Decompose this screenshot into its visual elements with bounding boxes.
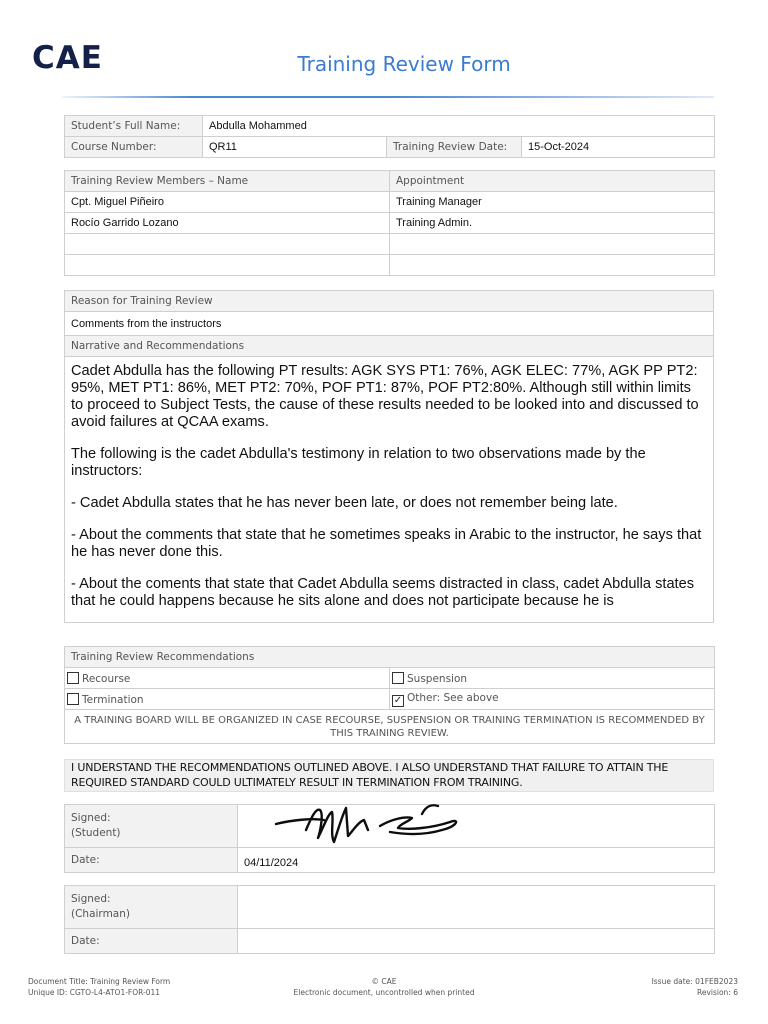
recourse-checkbox[interactable]: [67, 672, 79, 684]
member-appointment: Training Manager: [390, 192, 715, 213]
other-label: Other: See above: [407, 691, 499, 704]
narrative-paragraph: The following is the cadet Abdulla's testimony in relation to two observations made by the instructors:: [71, 446, 646, 479]
review-members-table: [64, 170, 715, 276]
signed-text: Signed:: [71, 812, 111, 824]
student-date-label: Date:: [65, 848, 238, 873]
review-date-label: Training Review Date:: [387, 137, 522, 158]
footer-electronic-note: Electronic document, uncontrolled when printed: [293, 988, 475, 997]
footer-issue-date: Issue date: 01FEB2023: [651, 977, 738, 986]
review-narrative-table: [64, 290, 714, 623]
termination-checkbox[interactable]: [67, 693, 79, 705]
course-number-label: Course Number:: [65, 137, 203, 158]
recommendations-header: Training Review Recommendations: [65, 647, 715, 668]
reason-value: Comments from the instructors: [65, 312, 714, 336]
narrative-paragraph: - Cadet Abdulla states that he has never been late, or does not remember being late.: [71, 495, 618, 511]
student-name-label: Student’s Full Name:: [65, 116, 203, 137]
chairman-date-label: Date:: [65, 929, 238, 954]
page-title: Training Review Form: [297, 52, 511, 76]
termination-label: Termination: [82, 693, 144, 706]
signed-text: Signed:: [71, 893, 111, 905]
chairman-signature-field[interactable]: [238, 886, 715, 929]
table-row: [65, 192, 715, 213]
student-info-table: [64, 115, 715, 158]
table-row: [65, 234, 715, 255]
member-appointment: Training Admin.: [390, 213, 715, 234]
table-row: [65, 255, 715, 276]
student-signed-label: [65, 805, 238, 848]
member-appointment: [390, 255, 715, 276]
student-date-value[interactable]: 04/11/2024: [238, 848, 715, 873]
option-termination[interactable]: [65, 689, 390, 710]
footer-doc-title: Document Title: Training Review Form: [28, 977, 171, 986]
member-name: [65, 255, 390, 276]
suspension-checkbox[interactable]: [392, 672, 404, 684]
option-suspension[interactable]: [390, 668, 715, 689]
chairman-signoff-table: [64, 885, 715, 954]
reason-label: Reason for Training Review: [65, 291, 714, 312]
title-divider: [62, 96, 714, 98]
other-checkbox[interactable]: ✓: [393, 694, 403, 706]
narrative-label: Narrative and Recommendations: [65, 336, 714, 357]
footer-right: [652, 976, 738, 998]
narrative-paragraph: - About the comments that state that he sometimes speaks in Arabic to the instructor, he says that he has never done this.: [71, 527, 702, 560]
course-number-value: QR11: [203, 137, 387, 158]
chairman-signed-label: [65, 886, 238, 929]
student-text: (Student): [71, 827, 121, 839]
chairman-text: (Chairman): [71, 908, 130, 920]
review-date-value: 15-Oct-2024: [522, 137, 715, 158]
student-name-value: Abdulla Mohammed: [203, 116, 715, 137]
training-board-notice: A TRAINING BOARD WILL BE ORGANIZED IN CASE RECOURSE, SUSPENSION OR TRAINING TERMINATION IS RECOMMENDED BY THIS TRAINING REVIEW.: [65, 710, 715, 744]
student-signature-image: [272, 796, 472, 850]
members-appointment-header: Appointment: [390, 171, 715, 192]
option-recourse[interactable]: [65, 668, 390, 689]
narrative-paragraph: Cadet Abdulla has the following PT results: AGK SYS PT1: 76%, AGK ELEC: 77%, AGK PP PT2: 95%, MET PT1: 86%, MET PT2: 70%, POF PT1: 87%, POF PT2:80%. Although still within limits to proceed to Subject Tests, the cause of these results needed to be looked into and discussed to avoid failures at QCAA exams.: [71, 363, 699, 430]
footer-copyright: © CAE: [371, 977, 397, 986]
footer-revision: Revision: 6: [696, 988, 738, 997]
member-name: Cpt. Miguel Piñeiro: [65, 192, 390, 213]
footer-unique-id: Unique ID: CGTO-L4-ATO1-FOR-011: [28, 988, 161, 997]
suspension-label: Suspension: [407, 672, 468, 685]
option-other[interactable]: [390, 689, 715, 710]
table-row: [65, 213, 715, 234]
cae-logo: CAE: [32, 40, 103, 76]
member-name: Rocío Garrido Lozano: [65, 213, 390, 234]
recommendations-table: [64, 646, 715, 744]
recourse-label: Recourse: [82, 672, 131, 685]
narrative-body: [65, 357, 714, 623]
narrative-paragraph: - About the coments that state that Cadet Abdulla seems distracted in class, cadet Abdulla states that he could happens because he sits alone and does not participate because he is: [71, 576, 695, 609]
member-name: [65, 234, 390, 255]
chairman-date-value[interactable]: [238, 929, 715, 954]
members-name-header: Training Review Members – Name: [65, 171, 390, 192]
acknowledgement-statement: I UNDERSTAND THE RECOMMENDATIONS OUTLINED ABOVE. I ALSO UNDERSTAND THAT FAILURE TO ATTAIN THE REQUIRED STANDARD COULD ULTIMATELY RESULT IN TERMINATION FROM TRAINING.: [64, 759, 714, 792]
member-appointment: [390, 234, 715, 255]
